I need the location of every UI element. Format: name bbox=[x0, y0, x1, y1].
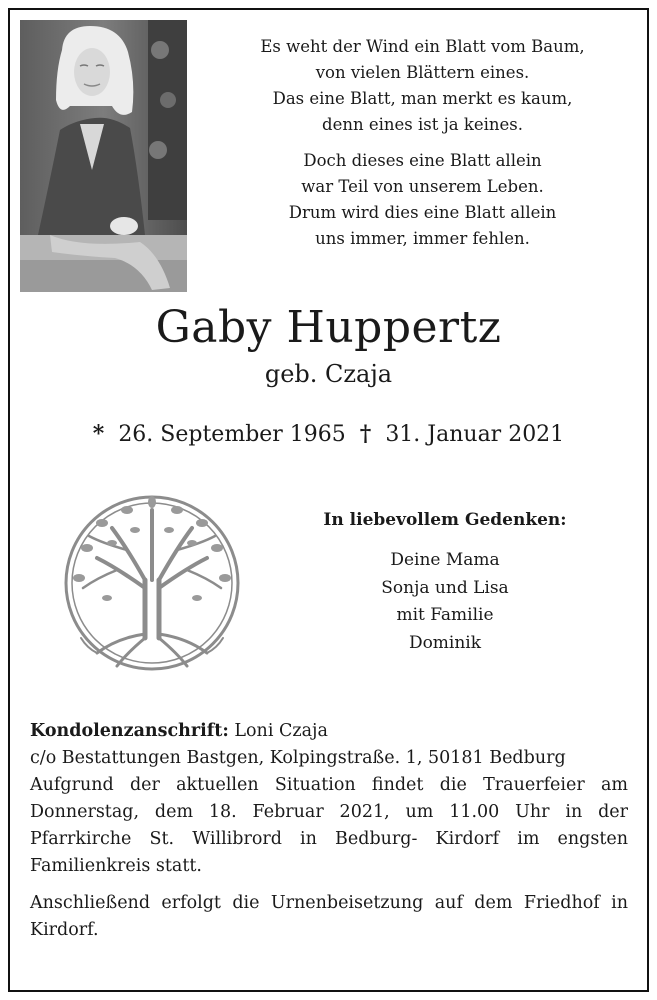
mourner-name: Sonja und Lisa bbox=[381, 577, 509, 598]
condolence-address: c/o Bestattungen Bastgen, Kolpingstraße. 1, 50181 Bedburg bbox=[30, 748, 566, 768]
poem-line: Drum wird dies eine Blatt allein bbox=[288, 203, 557, 222]
poem-line: war Teil von unserem Leben. bbox=[301, 177, 544, 196]
maiden-name: geb. Czaja bbox=[264, 360, 393, 388]
poem-line: denn eines ist ja keines. bbox=[322, 115, 523, 134]
tree-of-life-icon bbox=[57, 488, 247, 678]
poem-stanza bbox=[205, 148, 640, 252]
funeral-paragraph: Aufgrund der aktuellen Situation findet die Trauerfeier am Donnerstag, dem 18. Februar 2021, um 11.00 Uhr in der Pfarrkirche St. Willibrord in Bedburg- Kirdorf im engsten Familienkreis statt. bbox=[30, 775, 628, 876]
mourner-name: Dominik bbox=[408, 632, 482, 653]
poem-line: uns immer, immer fehlen. bbox=[315, 229, 530, 248]
poem-line: Es weht der Wind ein Blatt vom Baum, bbox=[260, 37, 585, 56]
birth-star-icon: * bbox=[92, 421, 105, 447]
life-dates bbox=[0, 418, 657, 451]
memorial-heading: In liebevollem Gedenken: bbox=[323, 510, 567, 530]
poem-line: Das eine Blatt, man merkt es kaum, bbox=[272, 89, 573, 108]
mourner-name: Deine Mama bbox=[390, 550, 500, 570]
condolence-address-line bbox=[30, 718, 628, 745]
death-date: 31. Januar 2021 bbox=[385, 422, 565, 447]
death-cross-icon: † bbox=[359, 421, 372, 447]
poem-line: Doch dieses eine Blatt allein bbox=[303, 151, 542, 170]
mourner-name: mit Familie bbox=[396, 605, 494, 625]
portrait-photo bbox=[20, 20, 187, 292]
poem-stanza bbox=[205, 34, 640, 138]
condolence-name: Loni Czaja bbox=[234, 721, 328, 741]
burial-paragraph: Anschließend erfolgt die Urnenbeisetzung auf dem Friedhof in Kirdorf. bbox=[30, 893, 628, 940]
memorial-block bbox=[290, 507, 600, 657]
condolence-label: Kondolenzanschrift: bbox=[30, 721, 229, 741]
birth-date: 26. September 1965 bbox=[118, 422, 346, 447]
funeral-details bbox=[30, 718, 628, 944]
poem bbox=[205, 34, 640, 262]
deceased-name: Gaby Huppertz bbox=[155, 302, 502, 353]
poem-line: von vielen Blättern eines. bbox=[315, 63, 530, 82]
